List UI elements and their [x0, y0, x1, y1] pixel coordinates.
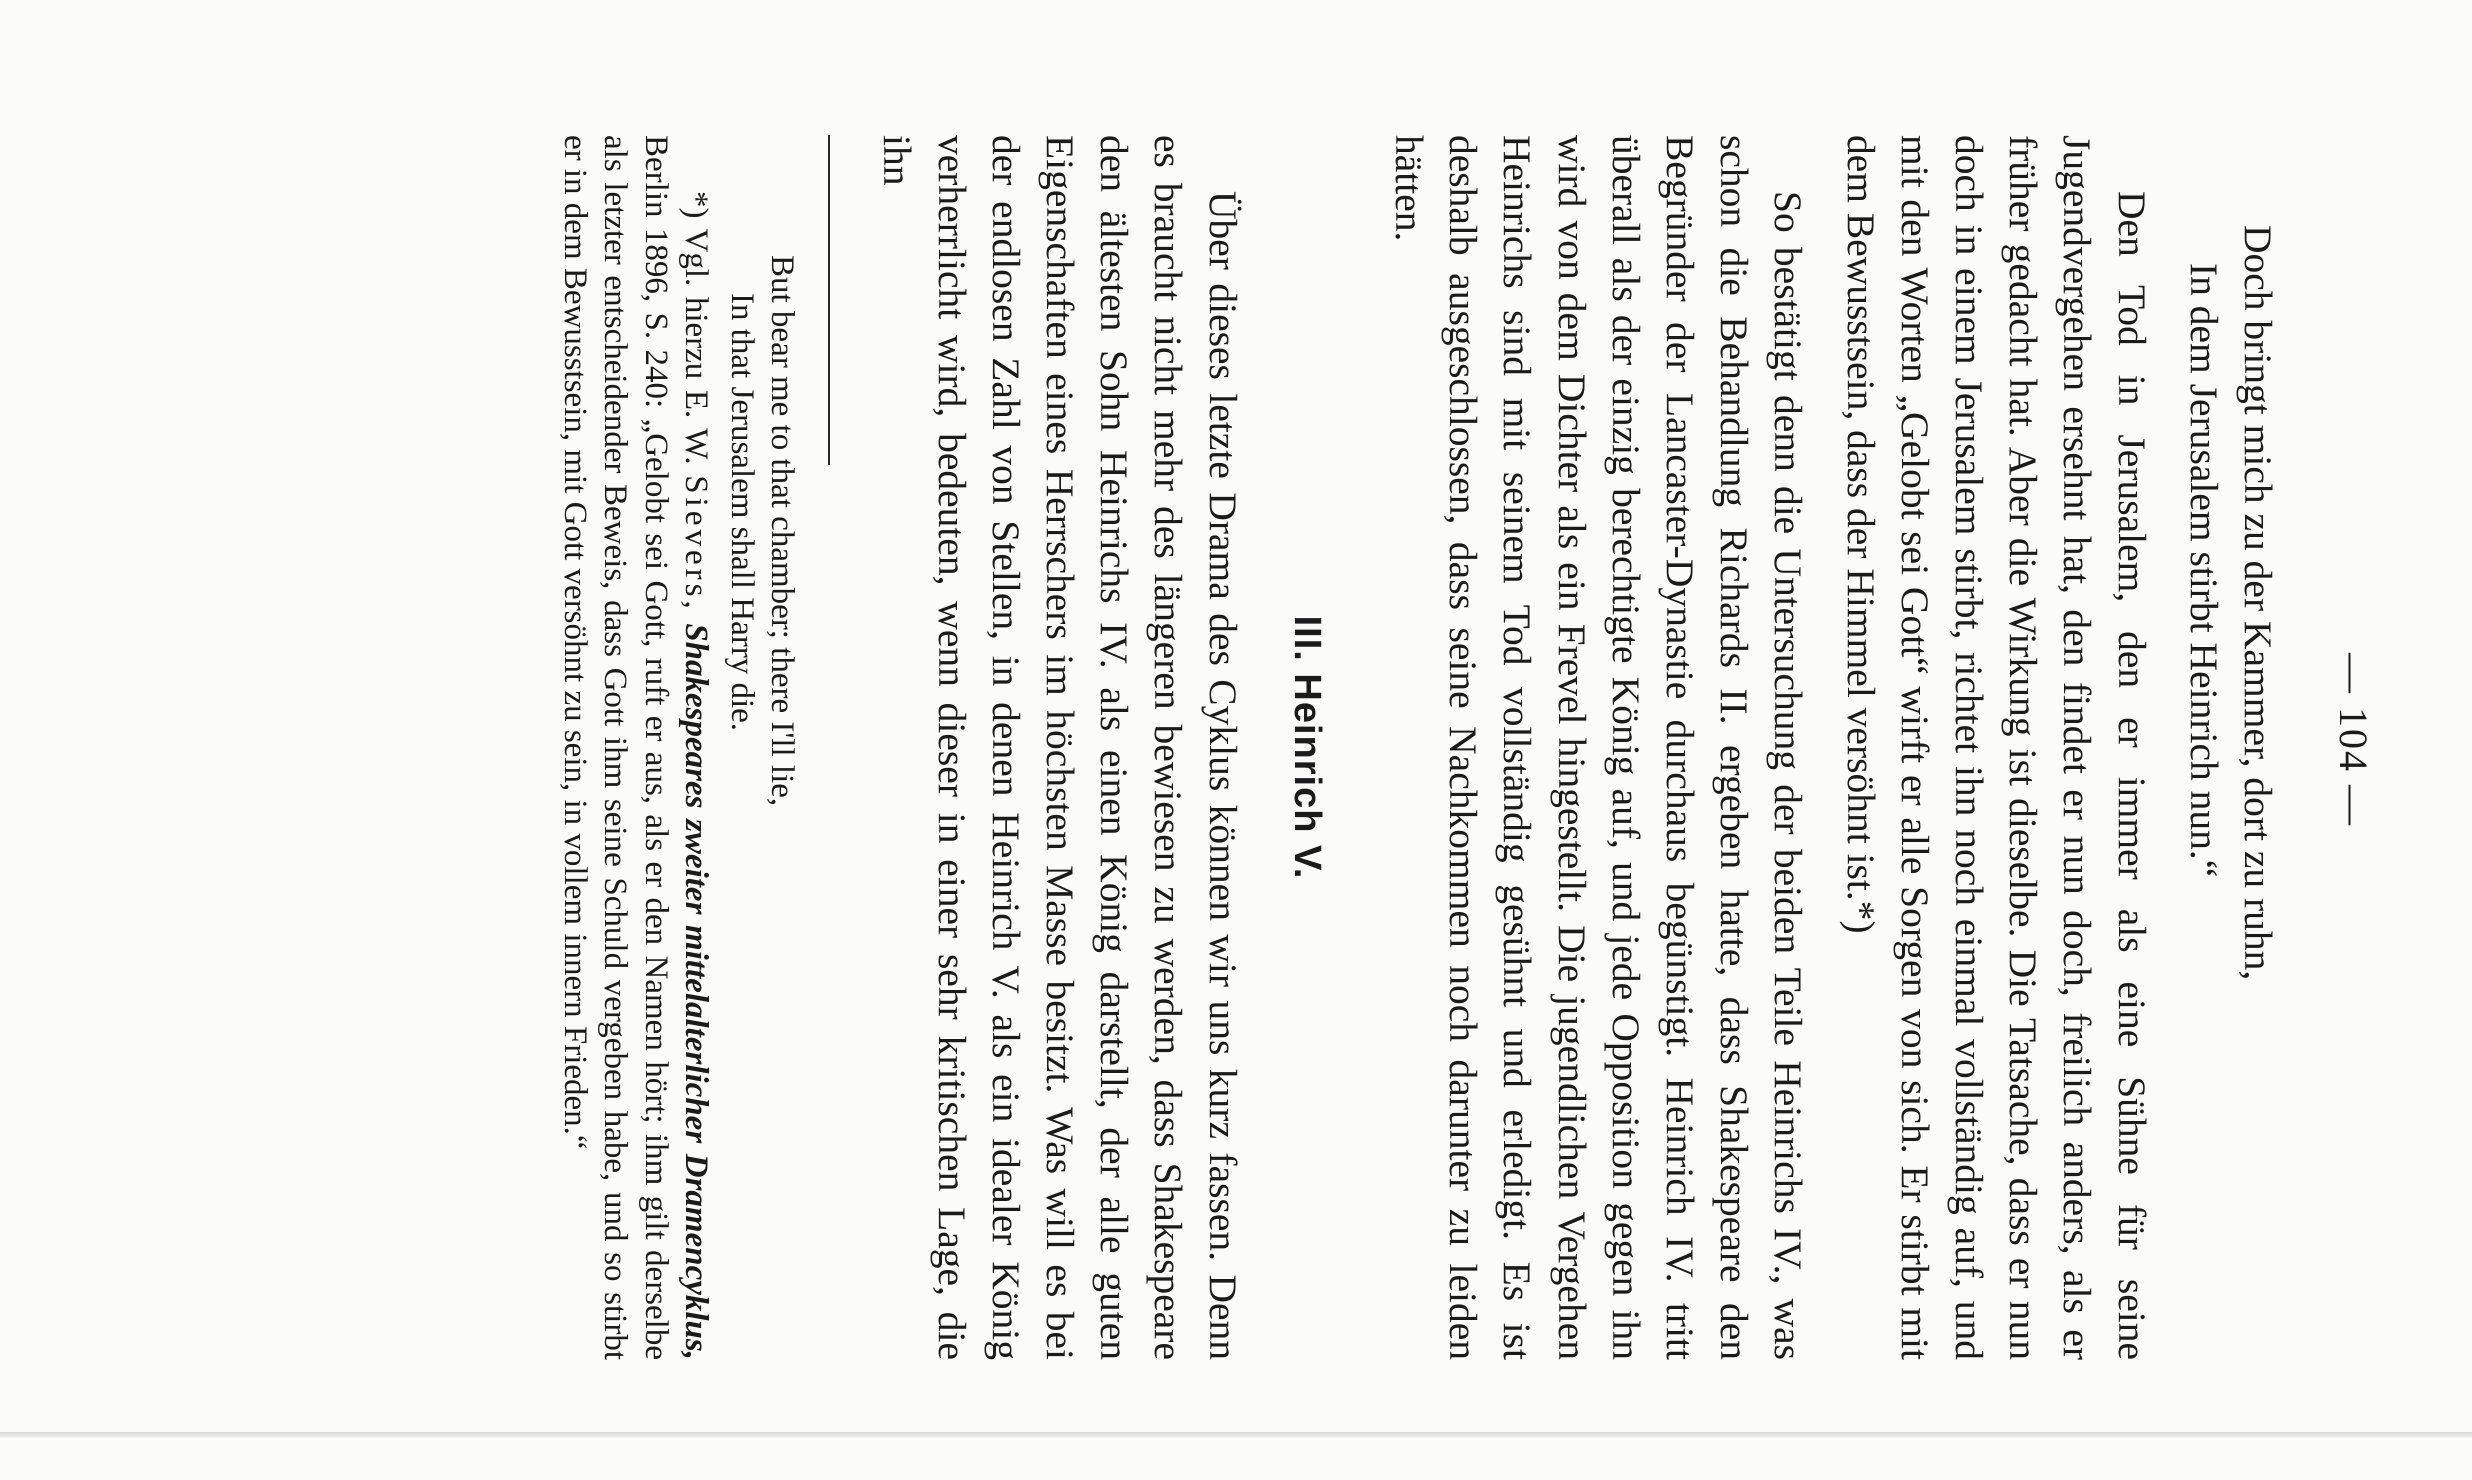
verse-line-2: In dem Jerusalem stirbt Heinrich nun.“: [2181, 263, 2226, 878]
footnote: [554, 135, 716, 1360]
scan-edge: [0, 1432, 2472, 1438]
page-number: — 104 —: [2331, 653, 2376, 827]
footnote-title: Shakespeares zweiter mittelalterlicher Dramencyklus,: [678, 623, 715, 1361]
footnote-divider: [828, 135, 830, 465]
paragraph-3: Über dieses letzte Drama des Cyklus können wir uns kurz fassen. Denn es braucht nicht mehr des längeren bewiesen zu werden, dass Shakespeare den ältesten Sohn Heinrichs IV. als einen König darstellt, der alle guten Eigenschaften eines Herrschers im höchsten Masse besitzt. Was will es bei der endlosen Zahl von Stellen, in denen Heinrich V. als ein idealer König verherrlicht wird, bedeuten, wenn dieser in einer sehr kritischen Lage, die ihn: [875, 135, 1245, 1360]
footnote-rest: Berlin 1896, S. 240: „Gelobt sei Gott, ruft er aus, als er den Namen hört; ihm gilt derselbe als letzter entscheidender Beweis, dass Gott ihm seine Schuld vergeben habe, und so stirbt er in dem Bewusstsein, mit Gott versöhnt zu sein, in vollem innern Frieden.“: [556, 135, 674, 1360]
paragraph-2: So bestätigt denn die Untersuchung der beiden Teile Heinrichs IV., was schon die Behandlung Richards II. ergeben hatte, dass Shakespeare den Begründer der Lancaster-Dynastie durchaus begünstigt. Heinrich IV. tritt überall als der einzig berechtigte König auf, und jede Opposition gegen ihn wird von dem Dichter als ein Frevel hingestellt. Die jugendlichen Vergehen Heinrichs sind mit seinem Tod vollständig gesühnt und erledigt. Es ist deshalb ausgeschlossen, dass seine Nachkommen noch darunter zu leiden hätten.: [1386, 135, 1811, 1360]
page-body: [554, 135, 2307, 1360]
section-heading: III. Heinrich V.: [1285, 615, 1328, 880]
verse-quote: [2177, 225, 2285, 1360]
footnote-quote: [722, 255, 802, 1360]
verse-line-1: Doch bringt mich zu der Kammer, dort zu ruhn,: [2236, 225, 2280, 981]
footnote-lead: *) Vgl. hierzu E. W.: [678, 191, 715, 465]
paragraph-1: Den Tod in Jerusalem, den er immer als eine Sühne für seine Jugendvergehen ersehnt hat, den findet er nun doch, freilich anders, als er früher gedacht hat. Aber die Wirkung ist dieselbe. Die Tatsache, dass er nun doch in einem Jerusalem stirbt, richtet ihn noch einmal vollständig auf, und mit den Worten „Gelobt sei Gott“ wirft er alle Sorgen von sich. Er stirbt mit dem Bewusstsein, dass der Himmel versöhnt ist.*): [1838, 135, 2154, 1360]
footnote-quote-line-2: In that Jerusalem shall Harry die.: [724, 293, 761, 732]
footnote-quote-line-1: But bear me to that chamber; there I'll lie,: [764, 255, 801, 807]
footnote-author: Sievers,: [678, 475, 715, 613]
